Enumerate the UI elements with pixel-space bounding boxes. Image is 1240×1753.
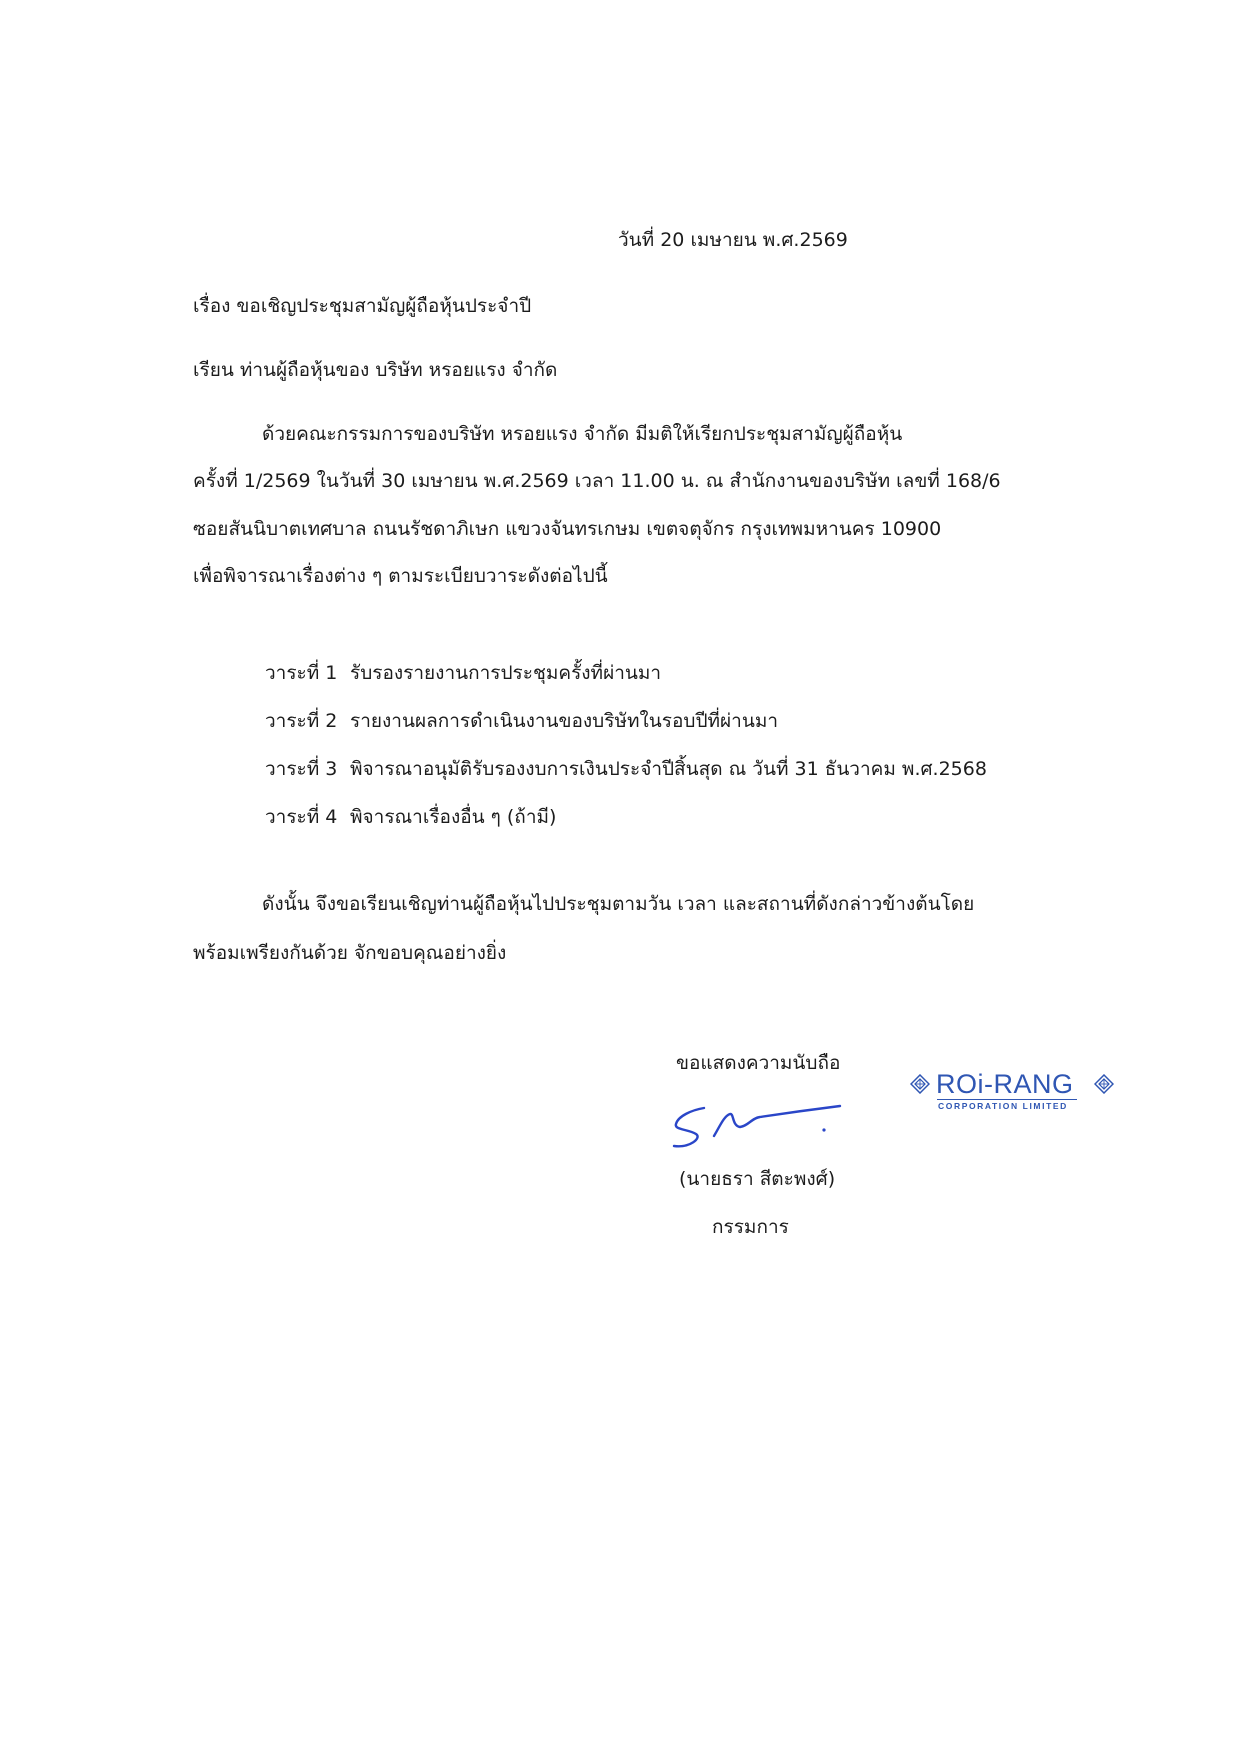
closing-text: ขอแสดงความนับถือ [676, 1052, 841, 1074]
letter-salutation: เรียน ท่านผู้ถือหุ้นของ บริษัท หรอยแรง จำกัด [193, 359, 558, 381]
letter-subject: เรื่อง ขอเชิญประชุมสามัญผู้ถือหุ้นประจำปี [193, 295, 532, 317]
paragraph-1-line-4: เพื่อพิจารณาเรื่องต่าง ๆ ตามระเบียบวาระดังต่อไปนี้ [193, 565, 608, 587]
paragraph-2-line-1: ดังนั้น จึงขอเรียนเชิญท่านผู้ถือหุ้นไปประชุมตามวัน เวลา และสถานที่ดังกล่าวข้างต้นโดย [262, 893, 975, 915]
paragraph-1-line-1: ด้วยคณะกรรมการของบริษัท หรอยแรง จำกัด มีมติให้เรียกประชุมสามัญผู้ถือหุ้น [262, 423, 903, 445]
agenda-label: วาระที่ 1 [265, 662, 338, 684]
paragraph-1-line-2: ครั้งที่ 1/2569 ในวันที่ 30 เมษายน พ.ศ.2569 เวลา 11.00 น. ณ สำนักงานของบริษัท เลขที่ 168/6 [193, 470, 1001, 492]
agenda-item [265, 755, 987, 783]
handwritten-signature [668, 1096, 848, 1166]
signature-stroke [714, 1106, 840, 1136]
signature-stroke [674, 1108, 704, 1146]
agenda-label: วาระที่ 4 [265, 806, 338, 828]
agenda-item [265, 659, 661, 687]
logo-subtitle: CORPORATION LIMITED [938, 1101, 1068, 1111]
agenda-text: พิจารณาเรื่องอื่น ๆ (ถ้ามี) [350, 806, 557, 828]
signer-title: กรรมการ [712, 1216, 789, 1238]
agenda-item [265, 803, 556, 831]
signature-dot [822, 1128, 825, 1131]
letter-date: วันที่ 20 เมษายน พ.ศ.2569 [618, 229, 848, 251]
diamond-icon [910, 1074, 930, 1094]
logo-underline [937, 1099, 1077, 1100]
agenda-label: วาระที่ 2 [265, 710, 338, 732]
diamond-icon [1094, 1074, 1114, 1094]
paragraph-2-line-2: พร้อมเพรียงกันด้วย จักขอบคุณอย่างยิ่ง [193, 942, 507, 964]
paragraph-1-line-3: ซอยสันนิบาตเทศบาล ถนนรัชดาภิเษก แขวงจันทรเกษม เขตจตุจักร กรุงเทพมหานคร 10900 [193, 518, 942, 540]
agenda-item [265, 707, 778, 735]
agenda-text: พิจารณาอนุมัติรับรองงบการเงินประจำปีสิ้นสุด ณ วันที่ 31 ธันวาคม พ.ศ.2568 [350, 758, 987, 780]
agenda-label: วาระที่ 3 [265, 758, 338, 780]
logo-wordmark: ROi-RANG [936, 1069, 1074, 1099]
agenda-text: รายงานผลการดำเนินงานของบริษัทในรอบปีที่ผ่านมา [350, 710, 779, 732]
signer-name: (นายธรา สีตะพงศ์) [679, 1168, 836, 1190]
company-logo [904, 1068, 1126, 1122]
agenda-text: รับรองรายงานการประชุมครั้งที่ผ่านมา [350, 662, 662, 684]
